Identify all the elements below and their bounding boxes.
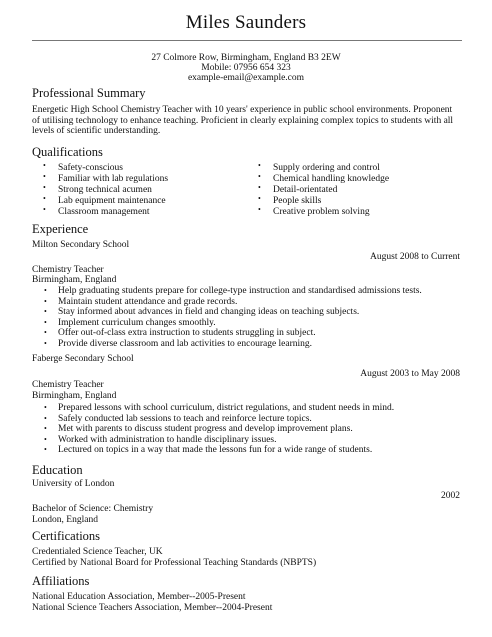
bullet-icon: • xyxy=(44,286,47,295)
school-name: University of London xyxy=(32,479,115,489)
job-title: Chemistry Teacher xyxy=(32,265,104,275)
bullet-icon: • xyxy=(43,183,46,192)
employment-dates: August 2008 to Current xyxy=(370,252,460,262)
qualification-item: • Familiar with lab regulations xyxy=(43,172,169,184)
qualification-item: • Chemical handling knowledge xyxy=(258,172,390,184)
bullet-icon: • xyxy=(43,205,46,214)
bullet-icon: • xyxy=(44,434,47,444)
bullet-icon: • xyxy=(44,338,47,348)
bullet-icon: • xyxy=(43,194,46,203)
bullet-icon: • xyxy=(258,161,261,170)
header-divider xyxy=(32,40,462,41)
qualification-item: • Detail-orientated xyxy=(258,183,338,195)
degree: Bachelor of Science: Chemistry xyxy=(32,504,154,514)
job-location: Birmingham, England xyxy=(32,391,117,401)
bullet-icon: • xyxy=(44,328,47,337)
employer-name: Faberge Secondary School xyxy=(32,354,134,364)
qualification-item: • Supply ordering and control xyxy=(258,161,380,173)
education-heading: Education xyxy=(32,463,83,477)
list-item: • Met with parents to discuss student progress and develop improvement plans. xyxy=(44,424,353,434)
affiliations-heading: Affiliations xyxy=(32,574,90,588)
bullet-icon: • xyxy=(258,172,261,181)
bullet-icon: • xyxy=(44,403,47,412)
list-item: • Maintain student attendance and grade records. xyxy=(44,296,238,307)
bullet-icon: • xyxy=(44,413,47,423)
list-item: • Prepared lessons with school curriculum, district regulations, and student needs in mind. xyxy=(44,403,395,413)
bullet-icon: • xyxy=(43,161,46,170)
list-item: • Worked with administration to handle disciplinary issues. xyxy=(44,434,277,445)
job-duties-list xyxy=(44,403,395,456)
bullet-icon: • xyxy=(43,172,46,181)
certification-item: Certified by National Board for Professional Teaching Standards (NBPTS) xyxy=(32,558,317,568)
bullet-icon: • xyxy=(258,183,261,192)
qualification-item: • Creative problem solving xyxy=(258,205,370,217)
summary-text: Energetic High School Chemistry Teacher with 10 years' experience in public school environments. Proponent of utilising technology to enhance teaching. Proficient in clearly explaining complex topics to students with all levels of scientific understanding. xyxy=(32,105,454,136)
list-item: • Help graduating students prepare for college-type instruction and standardised admissions tests. xyxy=(44,286,422,296)
list-item: • Implement curriculum changes smoothly. xyxy=(44,317,216,328)
contact-mobile: Mobile: 07956 654 323 xyxy=(201,63,291,73)
bullet-icon: • xyxy=(44,296,47,306)
affiliation-item: National Science Teachers Association, Member--2004-Present xyxy=(32,603,273,613)
list-item: • Offer out-of-class extra instruction to students struggling in subject. xyxy=(44,328,316,338)
list-item: • Provide diverse classroom and lab activities to encourage learning. xyxy=(44,338,313,349)
contact-address: 27 Colmore Row, Birmingham, England B3 2EW xyxy=(151,53,341,63)
list-item: • Stay informed about advances in field and changing ideas on teaching subjects. xyxy=(44,307,360,317)
qualification-item: • People skills xyxy=(258,194,322,206)
bullet-icon: • xyxy=(44,317,47,327)
certification-item: Credentialed Science Teacher, UK xyxy=(32,547,163,557)
bullet-icon: • xyxy=(44,424,47,433)
school-location: London, England xyxy=(32,515,98,525)
qualification-item: • Classroom management xyxy=(43,205,150,217)
qualifications-heading: Qualifications xyxy=(32,145,103,159)
employment-dates: August 2003 to May 2008 xyxy=(360,369,460,379)
employer-name: Milton Secondary School xyxy=(32,240,130,250)
affiliation-item: National Education Association, Member--2005-Present xyxy=(32,592,246,602)
certifications-heading: Certifications xyxy=(32,529,101,543)
list-item: • Lectured on topics in a way that made the lessons fun for a wide range of students. xyxy=(44,445,373,455)
contact-email: example-email@example.com xyxy=(187,73,305,83)
candidate-name: Miles Saunders xyxy=(185,12,307,33)
graduation-year: 2002 xyxy=(441,491,460,501)
bullet-icon: • xyxy=(44,307,47,316)
experience-heading: Experience xyxy=(32,222,89,236)
summary-heading: Professional Summary xyxy=(32,86,146,100)
qualification-item: • Safety-conscious xyxy=(43,161,123,173)
bullet-icon: • xyxy=(258,194,261,203)
job-location: Birmingham, England xyxy=(32,275,117,285)
job-duties-list xyxy=(44,286,422,349)
list-item: • Safely conducted lab sessions to teach and reinforce lecture topics. xyxy=(44,413,312,424)
bullet-icon: • xyxy=(44,445,47,454)
job-title: Chemistry Teacher xyxy=(32,380,104,390)
qualification-item: • Strong technical acumen xyxy=(43,183,152,195)
bullet-icon: • xyxy=(258,205,261,214)
qualification-item: • Lab equipment maintenance xyxy=(43,194,166,206)
